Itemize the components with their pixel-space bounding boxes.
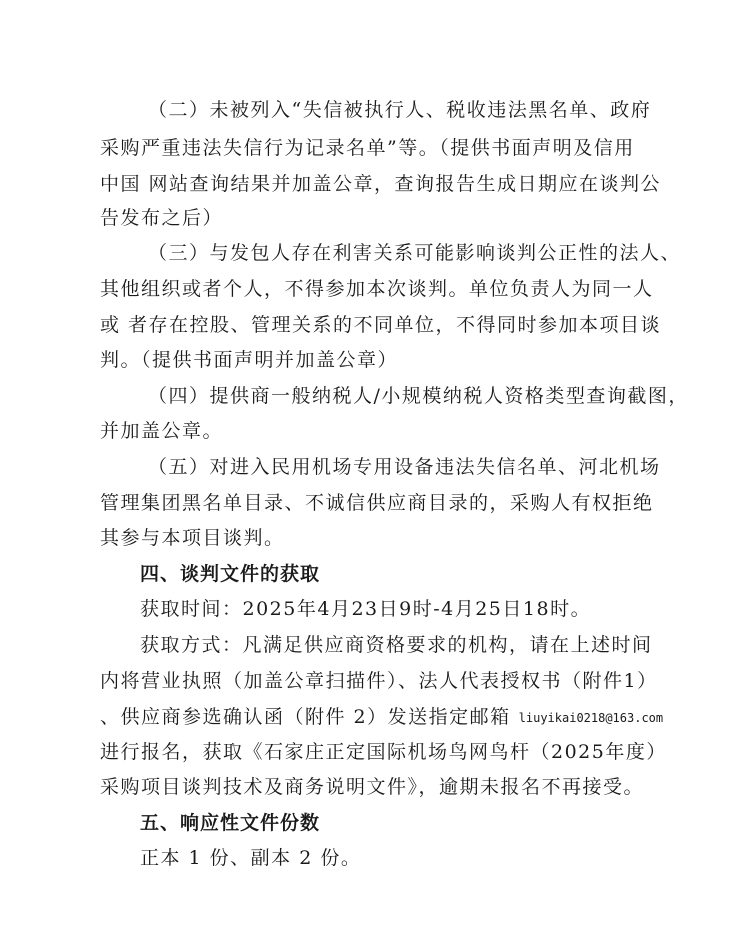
acquire-method-line-5: 采购项目谈判技术及商务说明文件》，逾期未报名不再接受。 xyxy=(100,776,645,798)
para-2-line-3: 中国 网站查询结果并加盖公章，查询报告生成日期应在谈判公 xyxy=(100,173,662,195)
para-3-line-3: 或 者存在控股、管理关系的不同单位，不得同时参加本项目谈 xyxy=(100,314,662,336)
para-5-line-3: 其参与本项目谈判。 xyxy=(100,527,285,549)
acquire-method-line-2: 内将营业执照（加盖公章扫描件）、法人代表授权书（附件1） xyxy=(100,670,658,692)
para-4-line-1: （四）提供商一般纳税人/小规模纳税人资格类型查询截图， xyxy=(148,385,689,407)
para-4-line-2: 并加盖公章。 xyxy=(100,420,224,442)
acquire-method-line-1: 获取方式：凡满足供应商资格要求的机构，请在上述时间 xyxy=(140,634,653,656)
para-3-line-1: （三）与发包人存在利害关系可能影响谈判公正性的法人、 xyxy=(148,242,682,264)
para-5-line-1: （五）对进入民用机场专用设备违法失信名单、河北机场 xyxy=(148,456,661,478)
para-3-line-2: 其他组织或者个人，不得参加本次谈判。单位负责人为同一人 xyxy=(100,278,654,300)
para-2-line-1: （二）未被列入“失信被执行人、税收违法黑名单、政府 xyxy=(148,99,652,121)
acquire-time: 获取时间：2025年4月23日9时-4月25日18时。 xyxy=(140,598,592,620)
para-5-line-2: 管理集团黑名单目录、不诚信供应商目录的，采购人有权拒绝 xyxy=(100,492,654,514)
acquire-method-line-3-text: 、供应商参选确认函（附件 2）发送指定邮箱 xyxy=(100,706,511,728)
para-2-line-2: 采购严重违法失信行为记录名单”等。（提供书面声明及信用 xyxy=(100,137,635,159)
copies-count: 正本 1 份、副本 2 份。 xyxy=(140,847,362,869)
para-3-line-4: 判。（提供书面声明并加盖公章） xyxy=(100,349,399,371)
acquire-method-line-3 xyxy=(100,702,663,732)
acquire-method-line-4: 进行报名，获取《石家庄正定国际机场鸟网鸟杆（2025年度） xyxy=(100,741,667,763)
section-heading-4: 四、谈判文件的获取 xyxy=(140,563,321,585)
email-address: liuyikai0218@163.com xyxy=(518,711,664,725)
section-heading-5: 五、响应性文件份数 xyxy=(140,812,321,834)
para-2-line-4: 告发布之后） xyxy=(100,207,224,229)
